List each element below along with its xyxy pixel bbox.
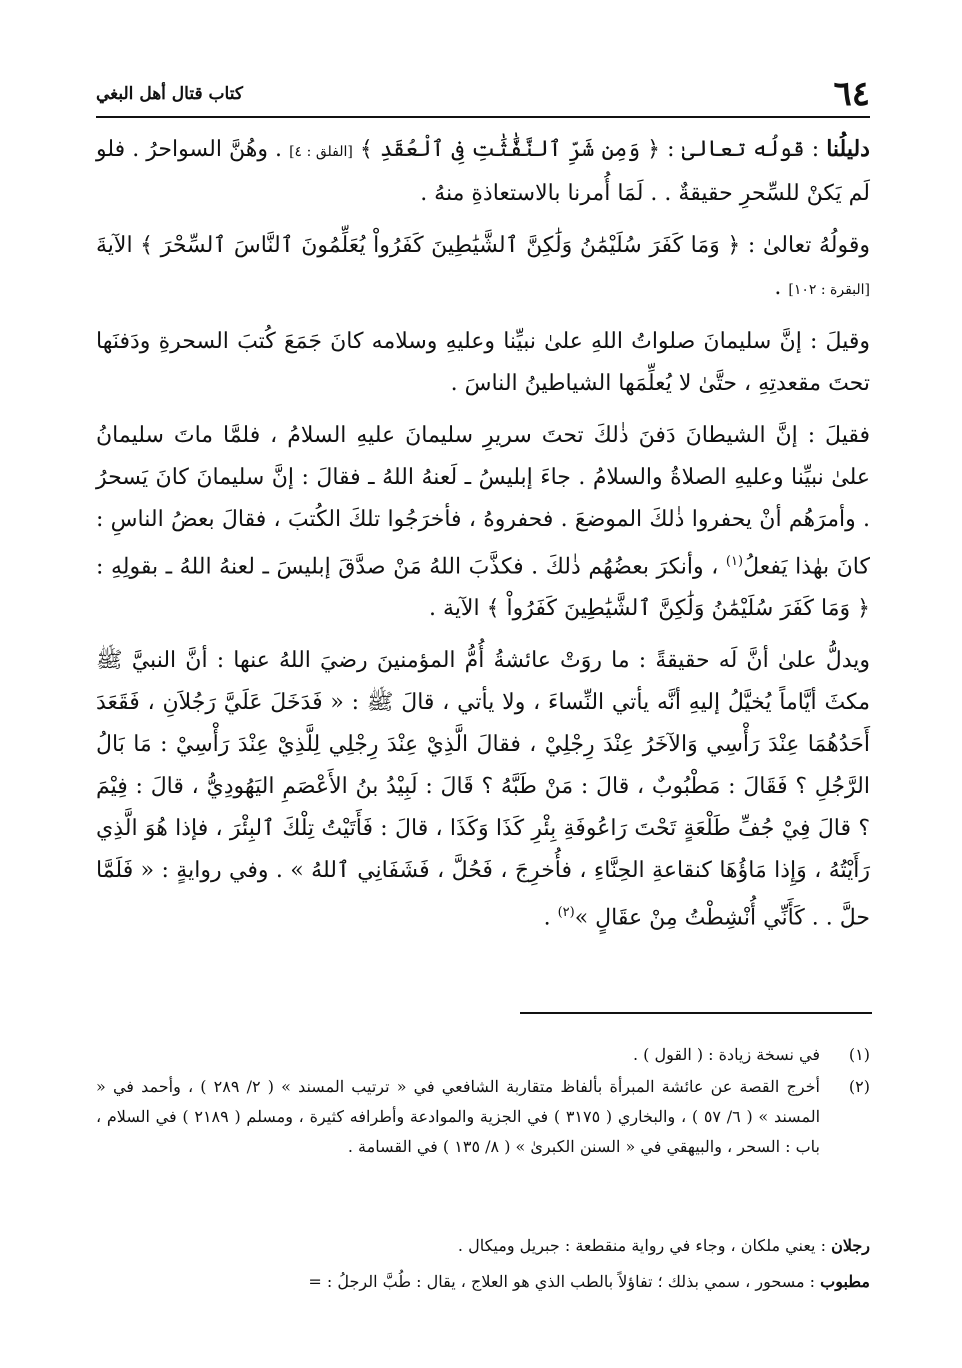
paragraph-3	[96, 321, 870, 405]
footnote-marker[interactable]: (٢)	[557, 905, 575, 921]
glossary-definition: : مسحور ، سمي بذلك ؛ تفاؤلاً بالطب الذي هو العلاج ، يقال : طُبَّ الرجلُ : =	[308, 1272, 816, 1291]
verse-reference: [البقرة : ١٠٢]	[788, 282, 870, 298]
glossary-definition: : يعني ملكان ، وجاء في رواية منقطعة : جبريل وميكال .	[457, 1236, 826, 1255]
footnotes	[96, 1040, 870, 1164]
main-text	[96, 128, 870, 950]
glossary-entry	[96, 1264, 870, 1300]
paragraph-text: وقولُهُ تعالىٰ : ﴿ وَمَا كَفَرَ سُلَيْمَٰنُ وَلَٰكِنَّ ٱلشَّيَٰطِينَ كَفَرُواْ يُعَلِّمُونَ ٱلنَّاسَ ٱلسِّحْرَ ﴾ الآيةَ	[96, 233, 870, 258]
verse-reference: [الفلق : ٤]	[289, 144, 353, 160]
glossary	[96, 1228, 870, 1300]
footnote-text: أخرج القصة عن عائشة المبرأة بألفاظ متقاربة الشافعي في « ترتيب المسند » ( ٢/ ٢٨٩ ) ، وأحمد في « المسند » ( ٦/ ٥٧ ) ، والبخاري ( ٣١٧٥ ) في الجزية والموادعة وأطرافه كثيرة ، ومسلم ( ٢١٨٩ ) في السلام ، باب : السحر ، والبيهقي في « السنن الكبرىٰ » ( ٨/ ١٣٥ ) في القسامة .	[96, 1077, 821, 1156]
paragraph-5	[96, 640, 870, 939]
glossary-term: رجلان	[831, 1236, 870, 1255]
paragraph-text: ، وأنكرَ بعضُهُم ذٰلكَ . فكذَّبَ اللهُ مَنْ صدَّقَ إبليسَ ـ لعنهُ اللهُ ـ بقولِهِ : ﴿ وَمَا كَفَرَ سُلَيْمَٰنُ وَلَٰكِنَّ ٱلشَّيَٰطِينَ كَفَرُواْ ﴾ الآية .	[96, 554, 870, 622]
footnote-divider	[520, 1012, 872, 1014]
footnote	[96, 1040, 870, 1070]
paragraph-lead: دليلُنا	[826, 136, 870, 162]
paragraph-text: .	[543, 905, 551, 931]
paragraph-4	[96, 415, 870, 630]
page-header	[96, 74, 870, 118]
paragraph-text: فقيلَ : إنَّ الشيطانَ دَفنَ ذٰلكَ تحتَ سريرِ سليمانَ عليهِ السلامُ ، فلمَّا ماتَ سليمانُ علىٰ نبيِّنا وعليهِ الصلاةُ والسلامُ . جاءَ إبليسُ ـ لَعنهُ اللهُ ـ فقالَ : إنَّ سليمانَ كانَ يَسحرُ . وأمرَهُم أنْ يحفروا ذٰلكَ الموضعَ . فحفروهُ ، فأخرَجُوا تلكَ الكُتبَ ، فقالَ بعضُ الناسِ : كانَ بهٰذا يَفعلُ	[96, 423, 870, 580]
paragraph-1	[96, 128, 870, 215]
footnote-number: (١)	[848, 1045, 870, 1064]
paragraph-text: . وهُنَّ السواحرُ . فلو لَم يَكنْ للسِّحرِ حقيقةٌ . . لَمَا أُمرنا بالاستعاذةِ منهُ .	[96, 137, 870, 206]
footnote	[96, 1072, 870, 1162]
paragraph-text: .	[774, 275, 782, 300]
page-number: ٦٤	[833, 74, 870, 114]
paragraph-text: : قولُه تعالىٰ : ﴿ وَمِن شَرِّ ٱلنَّفَّٰثَٰتِ فِى ٱلْعُقَدِ ﴾	[359, 137, 820, 162]
glossary-term: مطبوب	[820, 1272, 870, 1291]
paragraph-text: وقيلَ : إنَّ سليمانَ صلواتُ اللهِ علىٰ نبيِّنا وعليهِ وسلامه كانَ جَمَعَ كُتبَ السحرةِ ودَفنَها تحتَ مقعدتِهِ ، حتَّىٰ لا يُعلِّمَها الشياطينُ الناسَ .	[96, 329, 870, 396]
paragraph-text: ويدلُّ علىٰ أنَّ لَه حقيقةً : ما روَتْ عائشةُ أُمُّ المؤمنينَ رضيَ اللهُ عنها : أنَّ النبيَّ ﷺ مكثَ أيَّاماً يُخيَّلُ إليهِ أنَّه يأتي النِّساءَ ، ولا يأتي ، قالَ ﷺ : « فَدَخَلَ عَلَيَّ رَجُلاَنِ ، فَقَعَدَ أَحَدُهُمَا عِنْدَ رَأْسِي وَالآخَرُ عِنْدَ رِجْلِيْ ، فقالَ الَّذِيْ عِنْدَ رِجْلِي لِلَّذِيْ عِنْدَ رَأْسِيْ : مَا بَالُ الرَّجُلِ ؟ فَقَالَ : مَطْبُوبٌ ، قالَ : مَنْ طَبَّهُ ؟ قَالَ : لَبِيْدُ بنُ الأَعْصَمِ اليَهُودِيُّ ، قالَ : فِيْمَ ؟ قالَ فِيْ جُفِّ طَلْعَةٍ تَحْتَ رَاعُوفَةِ بِئْرِ كَذَا وَكَذَا ، قالَ : فَأَتَيْتُ تِلْكَ ٱلبِئْرَ ، فإذا هُوَ الَّذِي رَأَيْتُهُ ، وَإِذا مَاؤُهَا كنقاعةِ الحِنَّاءِ ، فأُخرِجَ ، فَحُلَّ ، فَشَفَانِي ٱللهُ » . وفي روايةٍ : « فَلَمَّا حلَّ . . كَأَنِّي أُنْشِطْتُ مِنْ عقَالٍ »	[96, 648, 870, 931]
footnote-text: في نسخة زيادة : ( القول ) .	[632, 1045, 820, 1064]
footnote-marker[interactable]: (١)	[725, 554, 744, 569]
running-title: كتاب قتال أهل البغي	[96, 84, 243, 104]
footnote-number: (٢)	[848, 1077, 870, 1096]
glossary-entry	[96, 1228, 870, 1264]
paragraph-2	[96, 225, 870, 311]
